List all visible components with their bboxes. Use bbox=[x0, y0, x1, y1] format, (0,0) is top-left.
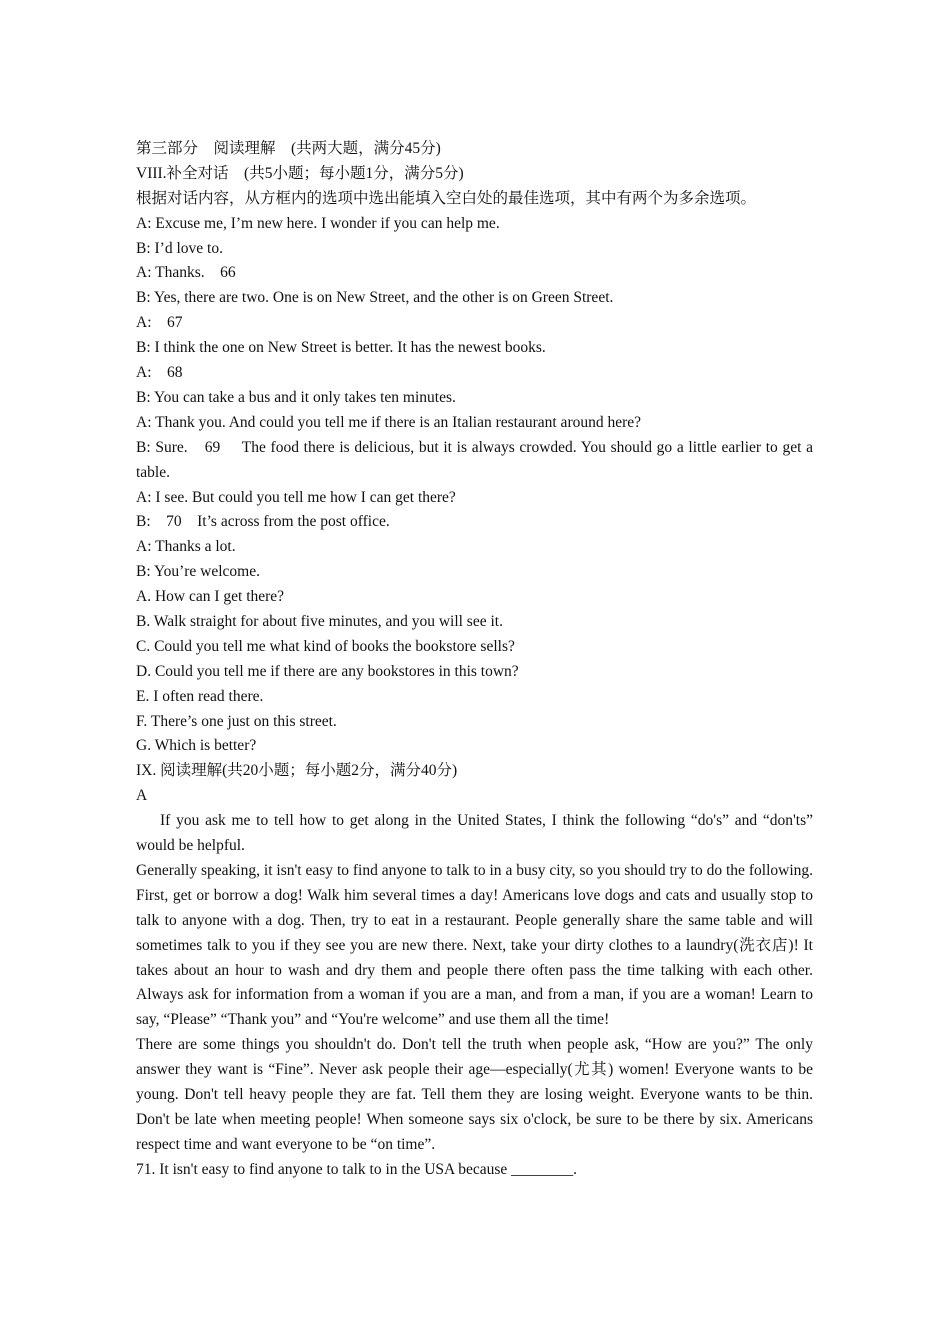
passage-paragraph: There are some things you shouldn't do. Don't tell the truth when people ask, “How are you?” The only answer they want is “Fine”. Never ask people their age—especially(尤其) women! Everyone wants to be young. Don't tell heavy people they are fat. Tell them they are losing weight. Everyone wants to be thin. Don't be late when meeting people! When someone says six o'clock, be sure to be there by six. Americans respect time and want everyone to be “on time”. bbox=[136, 1036, 813, 1153]
dialogue-line: A: Thanks a lot. bbox=[136, 538, 236, 556]
dialogue-line: B: I think the one on New Street is better. It has the newest books. bbox=[136, 339, 546, 357]
dialogue-line: A: Thanks. 66 bbox=[136, 264, 236, 282]
dialogue-line: A: 67 bbox=[136, 314, 183, 332]
option-item: F. There’s one just on this street. bbox=[136, 712, 337, 730]
dialogue-line: B: You can take a bus and it only takes ten minutes. bbox=[136, 388, 456, 406]
dialogue-line: B: Sure. 69 The food there is delicious, but it is always crowded. You should go a little earlier to get a table. bbox=[136, 438, 813, 481]
part9-heading: IX. 阅读理解(共20小题；每小题2分，满分40分) bbox=[136, 762, 458, 780]
dialogue bbox=[136, 212, 813, 585]
options-list bbox=[136, 585, 813, 759]
option-item: E. I often read there. bbox=[136, 687, 264, 705]
exam-page bbox=[136, 137, 813, 1183]
passage-paragraph: Generally speaking, it isn't easy to find anyone to talk to in a busy city, so you should try to do the following. First, get or borrow a dog! Walk him several times a day! Americans love dogs and cats and usually stop to talk to anyone with a dog. Then, try to eat in a restaurant. People generally share the same table and will sometimes talk to you if they see you are new there. Next, take your dirty clothes to a laundry(洗衣店)! It takes about an hour to wash and dry them and people there often pass the time talking with each other. Always ask for information from a woman if you are a man, and from a man, if you are a woman! Learn to say, “Please” “Thank you” and “You're welcome” and use them all the time! bbox=[136, 861, 813, 1029]
passage-paragraph: If you ask me to tell how to get along in the United States, I think the following “do's” and “don'ts” would be helpful. bbox=[136, 812, 813, 854]
question-71: 71. It isn't easy to find anyone to talk to in the USA because ________. bbox=[136, 1160, 578, 1178]
dialogue-line: B: I’d love to. bbox=[136, 239, 223, 257]
dialogue-line: B: 70 It’s across from the post office. bbox=[136, 513, 390, 531]
part8-heading: VIII.补全对话 (共5小题；每小题1分，满分5分) bbox=[136, 164, 464, 182]
option-item: C. Could you tell me what kind of books the bookstore sells? bbox=[136, 637, 515, 655]
option-item: B. Walk straight for about five minutes, and you will see it. bbox=[136, 612, 503, 630]
dialogue-line: A: I see. But could you tell me how I can get there? bbox=[136, 488, 456, 506]
section-title: 第三部分 阅读理解 (共两大题，满分45分) bbox=[136, 140, 441, 157]
passage-label: A bbox=[136, 787, 148, 805]
dialogue-line: A: Excuse me, I’m new here. I wonder if you can help me. bbox=[136, 214, 500, 232]
option-item: A. How can I get there? bbox=[136, 588, 285, 606]
dialogue-line: A: Thank you. And could you tell me if there is an Italian restaurant around here? bbox=[136, 413, 642, 431]
reading-passage bbox=[136, 809, 813, 1158]
option-item: D. Could you tell me if there are any bookstores in this town? bbox=[136, 662, 519, 680]
dialogue-line: B: You’re welcome. bbox=[136, 563, 260, 581]
dialogue-line: A: 68 bbox=[136, 364, 183, 382]
option-item: G. Which is better? bbox=[136, 737, 257, 755]
dialogue-line: B: Yes, there are two. One is on New Street, and the other is on Green Street. bbox=[136, 289, 614, 307]
part8-instruction: 根据对话内容，从方框内的选项中选出能填入空白处的最佳选项，其中有两个为多余选项。 bbox=[136, 189, 757, 207]
